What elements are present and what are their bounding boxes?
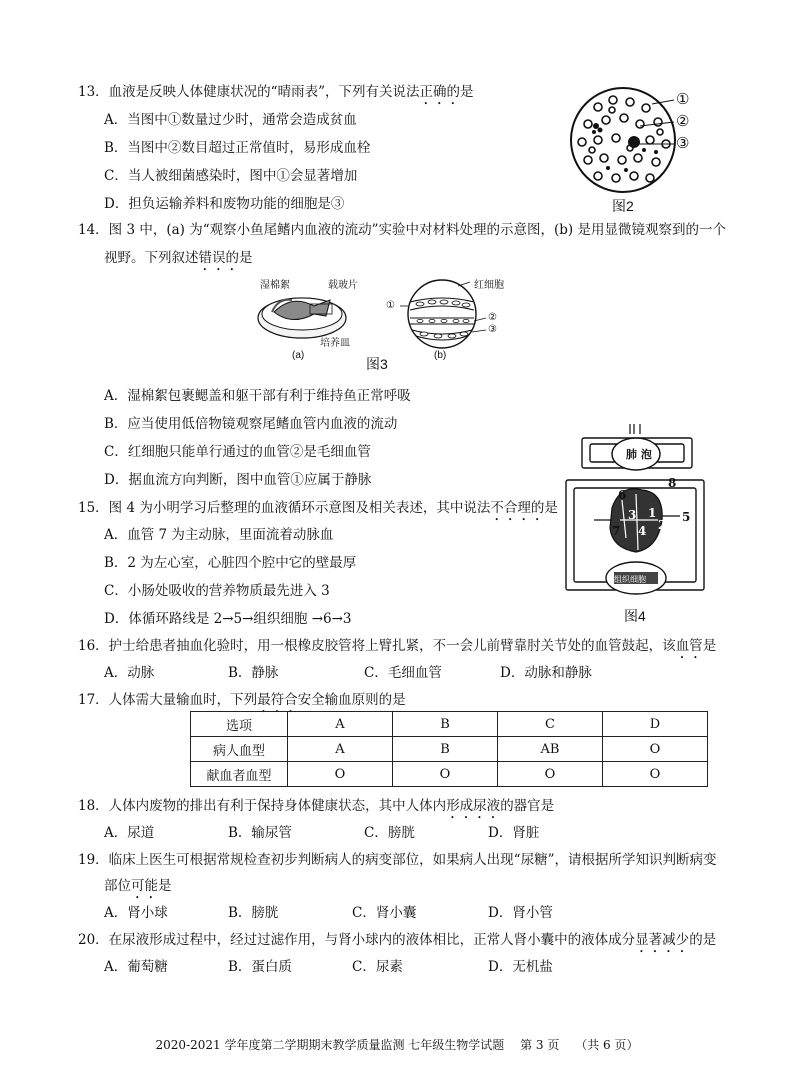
table-cell: O — [603, 762, 708, 787]
q20-stem: 20．在尿液形成过程中，经过过滤作用，与肾小球内的液体相比，正常人肾小囊中的液体成分显著减少的是 — [78, 932, 717, 948]
page-footer: 2020-2021 学年度第二学期期末教学质量监测 七年级生物学试题 第 3 页 （共 6 页） — [155, 1038, 639, 1052]
figure-3b-label-rbc: 红细胞 — [474, 280, 504, 291]
figure-3a-label-dish: 培养皿 — [320, 338, 350, 349]
q14-stem-line2: 视野。下列叙述错误的是 — [104, 250, 253, 266]
figure-3b-mark-3: ③ — [488, 324, 497, 335]
q13-option-b: B．当图中②数目超过正常值时，易形成血栓 — [104, 140, 371, 156]
q19-option-a: A．肾小球 — [104, 905, 168, 921]
table-cell: C — [498, 712, 603, 737]
table-cell: 选项 — [191, 712, 288, 737]
table-cell: O — [288, 762, 393, 787]
table-cell: B — [393, 712, 498, 737]
figure-4-lung-label: 肺 泡 — [626, 448, 652, 461]
q14-option-d: D．据血流方向判断，图中血管①应属于静脉 — [104, 472, 372, 488]
q15-option-d: D．体循环路线是 2→5→组织细胞 →6→3 — [104, 611, 352, 627]
table-cell: AB — [498, 737, 603, 762]
figure-2-mark-3: ③ — [676, 134, 690, 152]
q14-option-b: B．应当使用低倍物镜观察尾鳍血管内血液的流动 — [104, 416, 398, 432]
table-header-row — [191, 712, 708, 737]
figure-3a-caption: (a) — [292, 350, 305, 361]
q16-option-c: C．毛细血管 — [364, 665, 442, 681]
q16-option-a: A．动脉 — [104, 665, 155, 681]
table-cell: O — [498, 762, 603, 787]
q14-option-c: C．红细胞只能单行通过的血管②是毛细血管 — [104, 444, 371, 460]
q13-option-c: C．当人被细菌感染时，图中①会显著增加 — [104, 168, 358, 184]
table-cell: D — [603, 712, 708, 737]
q19-stem-line2: 部位可能是 — [104, 878, 172, 894]
figure-4-num-4: 4 — [638, 524, 647, 538]
figure-4-num-7: 7 — [612, 524, 621, 538]
table-cell: B — [393, 737, 498, 762]
q20-option-b: B．蛋白质 — [228, 959, 292, 975]
q20-option-c: C．尿素 — [352, 959, 403, 975]
q19-option-b: B．膀胱 — [228, 905, 279, 921]
q15-option-a: A．血管 7 为主动脉，里面流着动脉血 — [104, 527, 334, 543]
q13-option-a: A．当图中①数量过少时，通常会造成贫血 — [104, 112, 357, 128]
figure-2-label: 图2 — [612, 198, 634, 214]
q16-option-b: B．静脉 — [228, 665, 279, 681]
figure-3b-mark-1: ① — [386, 300, 395, 311]
q18-stem: 18．人体内废物的排出有利于保持身体健康状态，其中人体内形成尿液的器官是 — [78, 798, 555, 814]
figure-4-num-3: 3 — [628, 508, 637, 522]
table-row — [191, 737, 708, 762]
q14-option-a: A．湿棉絮包裹鳃盖和躯干部有利于维持鱼正常呼吸 — [104, 388, 411, 404]
q13-stem: 13．血液是反映人体健康状况的“晴雨表”，下列有关说法正确的是 — [78, 84, 474, 100]
figure-4-num-1: 1 — [648, 506, 657, 520]
figure-4-num-6: 6 — [618, 488, 627, 502]
q18-option-a: A．尿道 — [104, 825, 155, 841]
figure-3b-mark-2: ② — [488, 312, 497, 323]
q20-option-d: D．无机盐 — [488, 959, 553, 975]
table-cell: O — [603, 737, 708, 762]
q15-option-b: B．2 为左心室，心脏四个腔中它的壁最厚 — [104, 555, 357, 571]
figure-2-mark-1: ① — [676, 90, 690, 108]
table-cell: 献血者血型 — [191, 762, 288, 787]
figure-4-num-5: 5 — [682, 510, 691, 524]
table-cell: A — [288, 737, 393, 762]
q17-stem: 17．人体需大量输血时，下列最符合安全输血原则的是 — [78, 692, 406, 708]
q18-option-b: B．输尿管 — [228, 825, 292, 841]
q14-stem-line1: 14．图 3 中，(a) 为“观察小鱼尾鳍内血液的流动”实验中对材料处理的示意图，(b) 是用显微镜观察到的一个 — [78, 222, 726, 238]
q18-option-c: C．膀胱 — [364, 825, 415, 841]
figure-3a-label-wet-cotton: 湿棉絮 — [260, 280, 290, 291]
blood-type-table — [190, 711, 708, 787]
table-cell: A — [288, 712, 393, 737]
figure-2-mark-2: ② — [676, 112, 690, 130]
q18-option-d: D．肾脏 — [488, 825, 540, 841]
q15-stem: 15．图 4 为小明学习后整理的血液循环示意图及相关表述，其中说法不合理的是 — [78, 500, 558, 516]
figure-4-num-2: 2 — [658, 518, 667, 532]
figure-3b-caption: (b) — [434, 350, 447, 361]
table-cell: 病人血型 — [191, 737, 288, 762]
table-cell: O — [393, 762, 498, 787]
q15-option-c: C．小肠处吸收的营养物质最先进入 3 — [104, 583, 330, 599]
q16-stem: 16．护士给患者抽血化验时，用一根橡皮胶管将上臂扎紧，不一会儿前臂靠肘关节处的血管鼓起，该血管是 — [78, 638, 717, 654]
q19-stem-line1: 19．临床上医生可根据常规检查初步判断病人的病变部位，如果病人出现“尿糖”，请根据所学知识判断病变 — [78, 852, 717, 868]
q16-option-d: D．动脉和静脉 — [500, 665, 592, 681]
figure-3-label: 图3 — [366, 356, 388, 372]
q20-option-a: A．葡萄糖 — [104, 959, 168, 975]
figure-4-num-8: 8 — [668, 476, 677, 490]
q19-option-c: C．肾小囊 — [352, 905, 417, 921]
q19-option-d: D．肾小管 — [488, 905, 553, 921]
q13-option-d: D．担负运输养料和废物功能的细胞是③ — [104, 196, 345, 212]
table-row — [191, 762, 708, 787]
figure-4-label: 图4 — [624, 608, 646, 624]
figure-4-tissue-label: 组织细胞 — [614, 575, 646, 584]
figure-3a-label-slide: 载玻片 — [328, 280, 358, 291]
